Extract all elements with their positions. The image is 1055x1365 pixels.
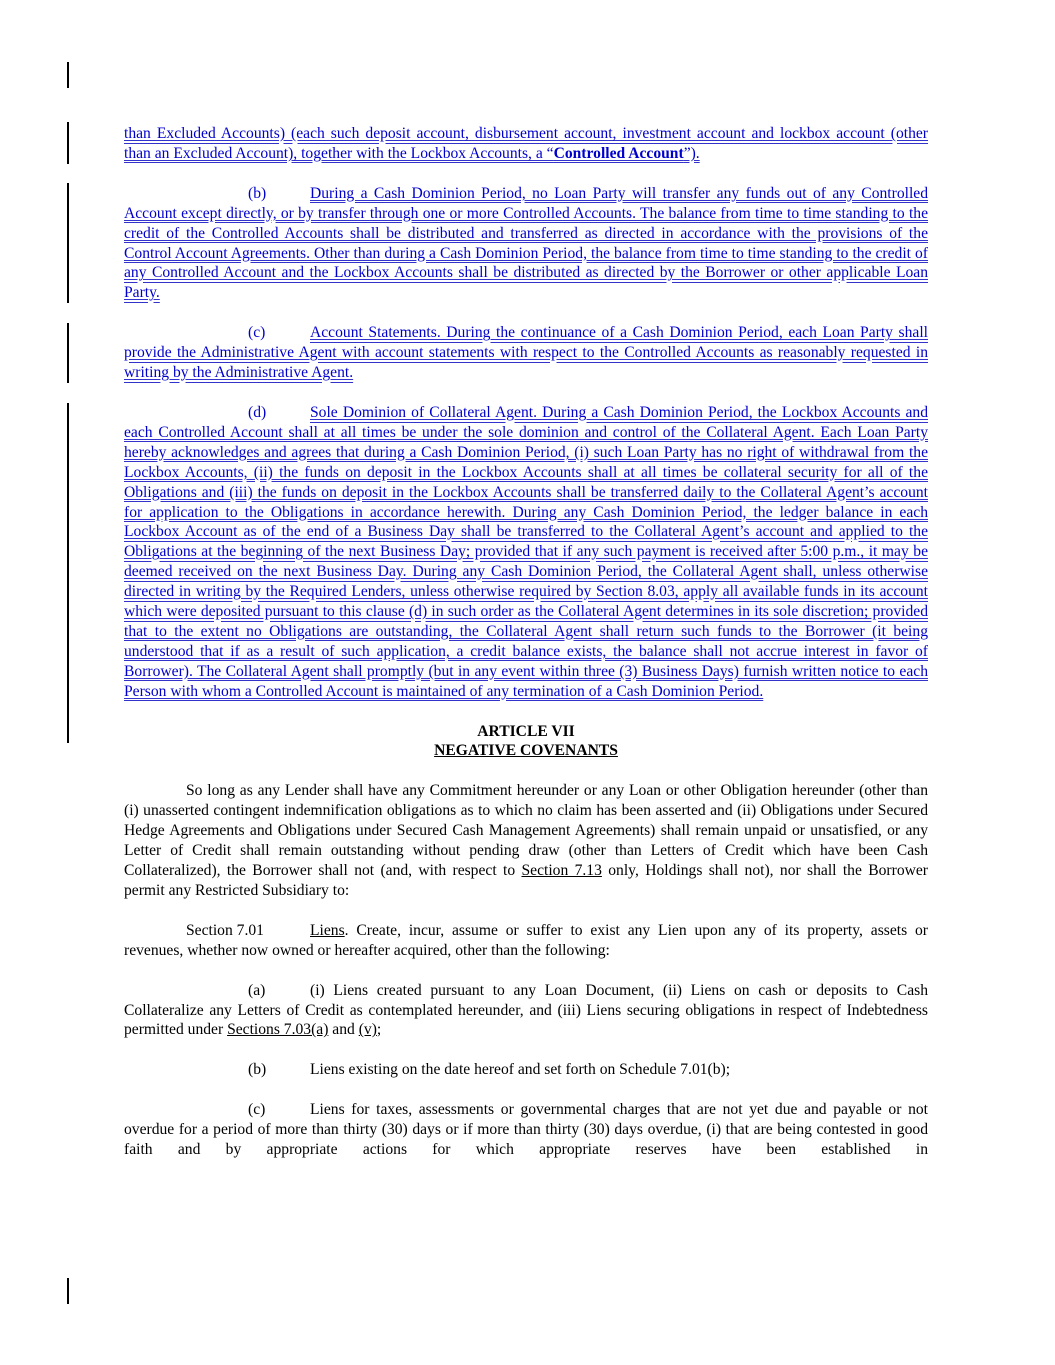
paragraph-intro: So long as any Lender shall have any Commitment hereunder or any Loan or other Obligation hereunder (other than (i) unasserted contingent indemnification obligations as to which no claim has been asserted and (ii) Obligations under Secured Hedge Agreements and Obligations under Secured Cash Management Agreements) shall remain unpaid or unsatisfied, or any Letter of Credit shall remain outstanding without pending draw (other than Letters of Credit which have been Cash Collateralized), the Borrower shall not (and, with respect to Section 7.13 only, Holdings shall not), nor shall the Borrower permit any Restricted Subsidiary to: [124, 782, 928, 899]
clause-number: (c) [248, 324, 266, 342]
clause-number: (b) [248, 184, 267, 202]
paragraph-controlled-account: than Excluded Accounts) (each such deposit account, disbursement account, investment account and lockbox account (other than an Excluded Account), together with the Lockbox Accounts, a “Controlled Account”). [124, 125, 928, 162]
clause-number: (a) [248, 981, 266, 999]
clause-number: (d) [248, 403, 267, 421]
paragraph-b: (b) During a Cash Dominion Period, no Loan Party will transfer any funds out of any Controlled Account except directly, or by transfer through one or more Controlled Accounts. The balance from time to time standing to the credit of the Controlled Accounts shall be distributed and transferred as directed in accordance with the provisions of the Control Account Agreements. Other than during a Cash Dominion Period, the balance from time to time standing to the credit of any Controlled Account and the Lockbox Accounts shall be distributed as directed by the Borrower or other applicable Loan Party. [124, 184, 928, 302]
change-bar [67, 183, 69, 303]
paragraph-c: (c) Account Statements. During the continuance of a Cash Dominion Period, each Loan Party shall provide the Administrative Agent with account statements with respect to the Controlled Accounts as reasonably requested in writing by the Administrative Agent. [124, 324, 928, 382]
article-title: NEGATIVE COVENANTS [434, 742, 618, 760]
section-title: Liens [310, 921, 345, 939]
clause-b: (b) Liens existing on the date hereof and set forth on Schedule 7.01(b); [248, 1061, 731, 1079]
article-heading: ARTICLE VII [477, 722, 575, 740]
change-bar [67, 323, 69, 383]
change-bar [67, 403, 69, 743]
section-link[interactable]: Sections 7.03(a) [227, 1021, 329, 1039]
change-bar [67, 122, 69, 164]
section-link[interactable]: (v) [358, 1021, 377, 1039]
change-bar [67, 1278, 69, 1304]
document-page [124, 124, 928, 1180]
section-link[interactable]: Section 7.13 [521, 862, 602, 879]
clause-a: (a) (i) Liens created pursuant to any Loan Document, (ii) Liens on cash or deposits to Cash Collateralize any Letters of Credit as contemplated hereunder, and (iii) Liens securing obligations in respect of Indebtedness permitted under Sections 7.03(a) and (v); [124, 981, 928, 1039]
change-bar [67, 62, 69, 88]
clause-number: (c) [248, 1101, 266, 1119]
clause-number: (b) [248, 1061, 267, 1079]
section-label: Section 7.01 [186, 921, 264, 939]
paragraph-d: (d) Sole Dominion of Collateral Agent. During a Cash Dominion Period, the Lockbox Accounts and each Controlled Account shall at all times be under the sole dominion and control of the Collateral Agent. Each Loan Party hereby acknowledges and agrees that during a Cash Dominion Period, (i) such Loan Party has no right of withdrawal from the Lockbox Accounts, (ii) the funds on deposit in the Lockbox Accounts shall at all times be collateral security for all of the Obligations and (iii) the funds on deposit in the Lockbox Accounts shall be transferred daily to the Collateral Agent’s account for application to the Obligations in accordance herewith. During any Cash Dominion Period, the ledger balance in each Lockbox Account as of the end of a Business Day shall be transferred to the Collateral Agent’s account and applied to the Obligations at the beginning of the next Business Day; provided that if any such payment is received after 5:00 p.m., it may be deemed received on the next Business Day. During any Cash Dominion Period, the Collateral Agent shall, unless otherwise directed in writing by the Required Lenders, unless otherwise required by Section 8.03, apply all available funds in its account which were deposited pursuant to this clause (d) in such order as the Collateral Agent determines in its sole discretion; provided that to the extent no Obligations are outstanding, the Collateral Agent shall return such funds to the Borrower (it being understood that if as a result of such application, a credit balance exists, the balance shall not accrue interest in favor of Borrower). The Collateral Agent shall promptly (but in any event within three (3) Business Days) furnish written notice to each Person with whom a Controlled Account is maintained of any termination of a Cash Dominion Period. [124, 403, 928, 700]
clause-c: (c) Liens for taxes, assessments or governmental charges that are not yet due and payable or not overdue for a period of more than thirty (30) days or if more than thirty (30) days overdue, (i) that are being contested in good faith and by appropriate actions for which appropriate reserves have been established in [124, 1101, 928, 1159]
section-7-01: Section 7.01 Liens. Create, incur, assume or suffer to exist any Lien upon any of its property, assets or revenues, whether now owned or hereafter acquired, other than the following: [124, 921, 928, 959]
